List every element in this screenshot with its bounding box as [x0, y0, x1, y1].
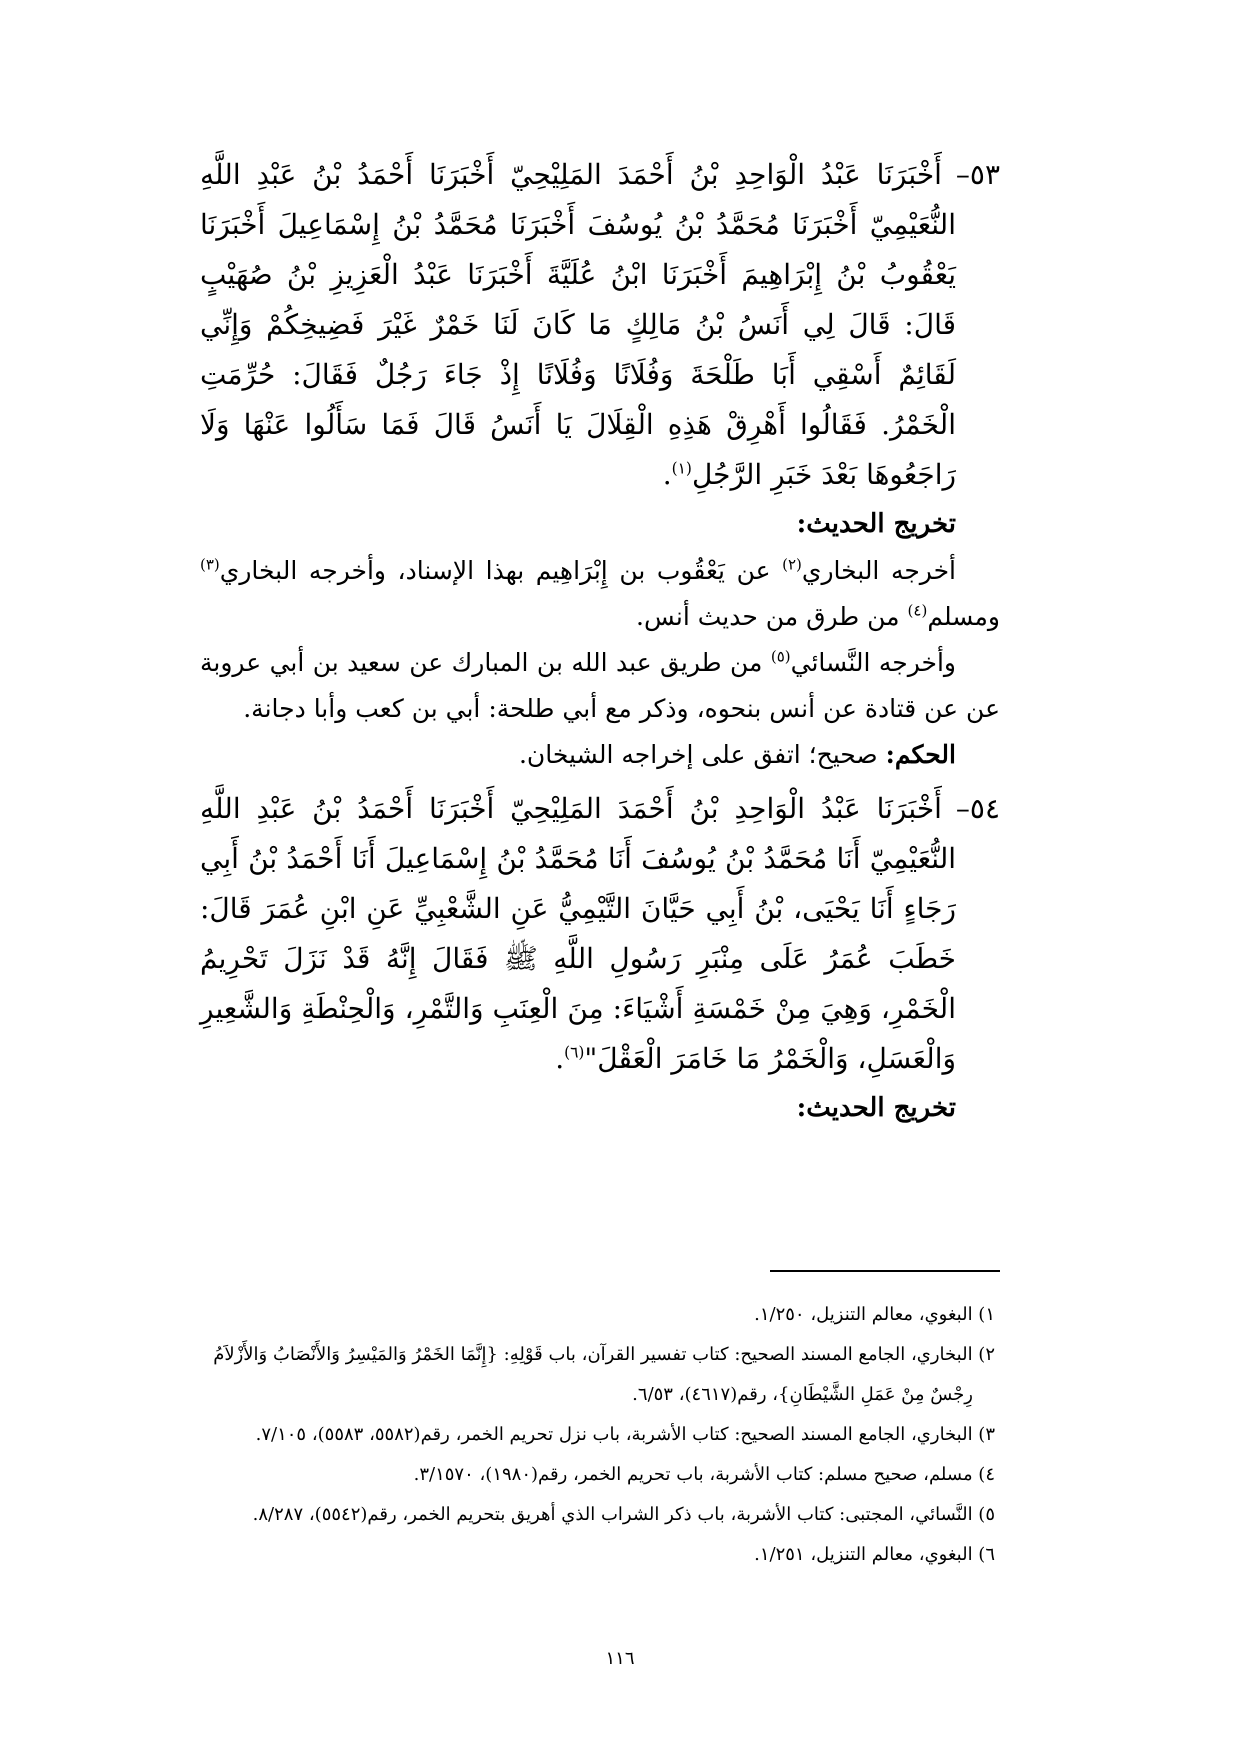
takhrij-heading: تخريج الحديث:	[796, 1093, 956, 1123]
footnote-text: ٦) البغوي، معالم التنزيل، ١/٢٥١.	[754, 1544, 995, 1565]
footnote-text: ٢) البخاري، الجامع المسند الصحيح: كتاب تفسير القرآن، باب قَوْلِهِ: {إِنَّمَا الخَمْرُ وَالمَيْسِرُ وَالأَنْصَابُ وَالأَزْلاَمُ	[213, 1344, 995, 1365]
takhrij-text: من طرق من حديث أنس.	[636, 602, 908, 631]
ruling-label: الحكم:	[885, 740, 956, 769]
footnote-ref[interactable]: (٦)	[564, 1043, 585, 1062]
takhrij-heading: تخريج الحديث:	[796, 509, 956, 539]
footnote-4	[200, 1455, 995, 1495]
footnotes	[200, 1295, 995, 1575]
footnote-ref[interactable]: (١)	[671, 459, 692, 478]
footnote-text-continued: رِجْسٌ مِنْ عَمَلِ الشَّيْطَانِ}، رقم(٤٦١٧)، ٦/٥٣.	[632, 1384, 973, 1405]
footnote-ref[interactable]: (٤)	[907, 601, 928, 620]
main-text	[200, 150, 1000, 1132]
footnote-text: ٤) مسلم، صحيح مسلم: كتاب الأشربة، باب تحريم الخمر، رقم(١٩٨٠)، ٣/١٥٧٠.	[413, 1464, 995, 1485]
ruling-text: صحيح؛ اتفق على إخراجه الشيخان.	[518, 740, 886, 769]
hadith-53	[200, 150, 1000, 500]
hadith-54	[200, 784, 1000, 1084]
takhrij-text: ومسلم	[927, 602, 1000, 631]
footnote-separator	[770, 1270, 1000, 1272]
hadith-text: أَخْبَرَنَا عَبْدُ الْوَاحِدِ بْنُ أَحْمَدَ المَلِيْحِيّ أَخْبَرَنَا أَحْمَدُ بْنُ عَبْدِ اللَّهِ النُّعَيْمِيّ أَخْبَرَنَا مُحَمَّدُ بْنُ يُوسُفَ أَخْبَرَنَا مُحَمَّدُ بْنُ إِسْمَاعِيلَ أَخْبَرَنَا يَعْقُوبُ بْنُ إِبْرَاهِيمَ أَخْبَرَنَا ابْنُ عُلَيَّةَ أَخْبَرَنَا عَبْدُ الْعَزِيزِ بْنُ صُهَيْبٍ قَالَ: قَالَ لِي أَنَسُ بْنُ مَالِكٍ مَا كَانَ لَنَا خَمْرٌ غَيْرَ فَضِيخِكُمْ وَإِنِّي لَقَائِمٌ أَسْقِي أَبَا طَلْحَةَ وَفُلَانًا وَفُلَانًا إِذْ جَاءَ رَجُلٌ فَقَالَ: حُرِّمَتِ الْخَمْرُ. فَقَالُوا أَهْرِقْ هَذِهِ الْقِلَالَ يَا أَنَسُ قَالَ فَمَا سَأَلُوا عَنْهَا وَلَا رَاجَعُوهَا بَعْدَ خَبَرِ الرَّجُلِ	[200, 158, 956, 491]
takhrij-text: عن يَعْقُوب بن إِبْرَاهِيم بهذا الإسناد، وأخرجه البخاري	[219, 556, 783, 585]
footnote-ref[interactable]: (٥)	[770, 647, 791, 666]
hadith-number: ٥٣–	[955, 158, 1000, 191]
page-number: ١١٦	[605, 1648, 635, 1669]
footnote-6	[200, 1535, 995, 1575]
footnote-text: ٣) البخاري، الجامع المسند الصحيح: كتاب الأشربة، باب نزل تحريم الخمر، رقم(٥٥٨٢، ٥٥٨٣)، ٧/١٠٥.	[255, 1424, 995, 1445]
takhrij-text: أخرجه البخاري	[801, 556, 956, 585]
footnote-1	[200, 1295, 995, 1335]
sentence-end: .	[662, 458, 672, 491]
takhrij-paragraph	[200, 640, 1000, 732]
footnote-ref[interactable]: (٣)	[200, 555, 220, 574]
hadith-text: أَخْبَرَنَا عَبْدُ الْوَاحِدِ بْنُ أَحْمَدَ المَلِيْحِيّ أَخْبَرَنَا أَحْمَدُ بْنُ عَبْدِ اللَّهِ النُّعَيْمِيّ أَنَا مُحَمَّدُ بْنُ يُوسُفَ أَنَا مُحَمَّدُ بْنُ إِسْمَاعِيلَ أَنَا أَحْمَدُ بْنُ أَبِي رَجَاءٍ أَنَا يَحْيَى، بْنُ أَبِي حَيَّانَ التَّيْمِيُّ عَنِ الشَّعْبِيِّ عَنِ ابْنِ عُمَرَ قَالَ: خَطَبَ عُمَرُ عَلَى مِنْبَرِ رَسُولِ اللَّهِ ﷺ فَقَالَ إِنَّهُ قَدْ نَزَلَ تَحْرِيمُ الْخَمْرِ، وَهِيَ مِنْ خَمْسَةِ أَشْيَاءَ: مِنَ الْعِنَبِ وَالتَّمْرِ، وَالْحِنْطَةِ وَالشَّعِيرِ وَالْعَسَلِ، وَالْخَمْرُ مَا خَامَرَ الْعَقْلَ"	[200, 792, 956, 1075]
footnote-2	[200, 1335, 995, 1415]
footnote-ref[interactable]: (٢)	[782, 555, 802, 574]
takhrij-paragraph	[200, 548, 1000, 640]
takhrij-text: من طريق عبد الله بن المبارك عن سعيد بن أبي عروبة عن عن قتادة عن أنس بنحوه، وذكر مع أبي طلحة: أبي بن كعب وأبا دجانة.	[200, 648, 1000, 723]
ruling	[200, 732, 1000, 778]
hadith-number: ٥٤–	[955, 792, 1000, 825]
sentence-end: .	[555, 1042, 565, 1075]
footnote-text: ٥) النَّسائي، المجتبى: كتاب الأشربة، باب ذكر الشراب الذي أهريق بتحريم الخمر، رقم(٥٥٤٢)، ٨/٢٨٧.	[252, 1504, 995, 1525]
footnote-text: ١) البغوي، معالم التنزيل، ١/٢٥٠.	[754, 1304, 995, 1325]
footnote-5	[200, 1495, 995, 1535]
footnote-3	[200, 1415, 995, 1455]
takhrij-text: وأخرجه النَّسائي	[790, 648, 956, 677]
